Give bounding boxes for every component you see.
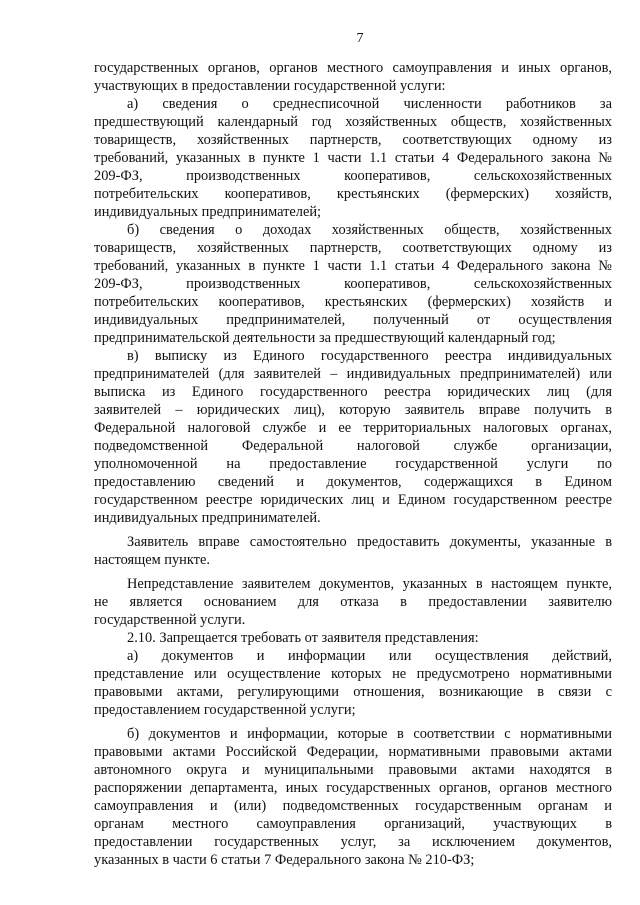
text-line: правовыми актами Российской Федерации, нормативными правовыми актами [94, 744, 612, 760]
text-line: участвующих в предоставлении государственной услуги: [94, 78, 446, 94]
text-line: выписка из Единого государственного реестра юридических лиц (для [94, 384, 612, 400]
text-line: индивидуальных предпринимателей. [94, 510, 321, 526]
text-line: государственной услуги. [94, 612, 246, 628]
text-line: индивидуальных предпринимателей, полученный от осуществления [94, 312, 612, 328]
text-line: 209-ФЗ, производственных кооперативов, сельскохозяйственных [94, 276, 612, 292]
text-line: автономного округа и муниципальными правовыми актами находятся в [94, 762, 612, 778]
text-line: настоящем пункте. [94, 552, 210, 568]
text-line: представление или осуществление которых не предусмотрено нормативными [94, 666, 612, 682]
document-body [94, 59, 612, 869]
text-line: предпринимателей (для заявителей – индивидуальных предпринимателей) или [94, 366, 612, 382]
text-line: предоставлением государственной услуги; [94, 702, 356, 718]
text-line: а) документов и информации или осуществления действий, [127, 648, 612, 664]
text-line: государственном реестре юридических лиц и Едином государственном реестре [94, 492, 612, 508]
text-line: не является основанием для отказа в предоставлении заявителю [94, 594, 612, 610]
text-line: указанных в части 6 статьи 7 Федерального закона № 210-ФЗ; [94, 852, 475, 868]
text-line: предпринимательской деятельности за предшествующий календарный год; [94, 330, 556, 346]
text-line: требований, указанных в пункте 1 части 1.1 статьи 4 Федерального закона № [94, 150, 612, 166]
text-line: б) сведения о доходах хозяйственных обществ, хозяйственных [127, 222, 612, 238]
text-line: самоуправления и (или) подведомственных государственным органам и [94, 798, 612, 814]
text-line: потребительских кооперативов, крестьянских (фермерских) хозяйств и [94, 294, 612, 310]
text-line: Непредставление заявителем документов, указанных в настоящем пункте, [127, 576, 612, 592]
text-line: товариществ, хозяйственных партнерств, соответствующих одному из [94, 132, 612, 148]
text-line: потребительских кооперативов, крестьянских (фермерских) хозяйств, [94, 186, 612, 202]
text-line: уполномоченной на предоставление государственной услуги по [94, 456, 612, 472]
text-line: предшествующий календарный год хозяйственных обществ, хозяйственных [94, 114, 612, 130]
text-line: заявителей – юридических лиц), которую заявитель вправе получить в [94, 402, 612, 418]
text-line: правовыми актами, регулирующими отношения, возникающие в связи с [94, 684, 612, 700]
text-line: б) документов и информации, которые в соответствии с нормативными [127, 726, 612, 742]
text-line: распоряжении департамента, иных государственных органов, органов местного [94, 780, 612, 796]
text-line: органам местного самоуправления организаций, участвующих в [94, 816, 612, 832]
text-line: подведомственной Федеральной налоговой службе организации, [94, 438, 612, 454]
text-line: предоставлению сведений и документов, содержащихся в Едином [94, 474, 612, 490]
clause-heading: 2.10. Запрещается требовать от заявителя представления: [127, 630, 479, 646]
text-line: в) выписку из Единого государственного реестра индивидуальных [127, 348, 612, 364]
text-line: индивидуальных предпринимателей; [94, 204, 322, 220]
text-line: государственных органов, органов местного самоуправления и иных органов, [94, 60, 612, 76]
page-number: 7 [356, 31, 364, 46]
text-line: а) сведения о среднесписочной численности работников за [127, 96, 612, 112]
text-line: требований, указанных в пункте 1 части 1.1 статьи 4 Федерального закона № [94, 258, 612, 274]
text-line: Федеральной налоговой службе и ее территориальных налоговых органах, [94, 420, 612, 436]
text-line: товариществ, хозяйственных партнерств, соответствующих одному из [94, 240, 612, 256]
text-line: предоставлении государственных услуг, за исключением документов, [94, 834, 612, 850]
text-line: 209-ФЗ, производственных кооперативов, сельскохозяйственных [94, 168, 612, 184]
text-line: Заявитель вправе самостоятельно предоставить документы, указанные в [127, 534, 612, 550]
